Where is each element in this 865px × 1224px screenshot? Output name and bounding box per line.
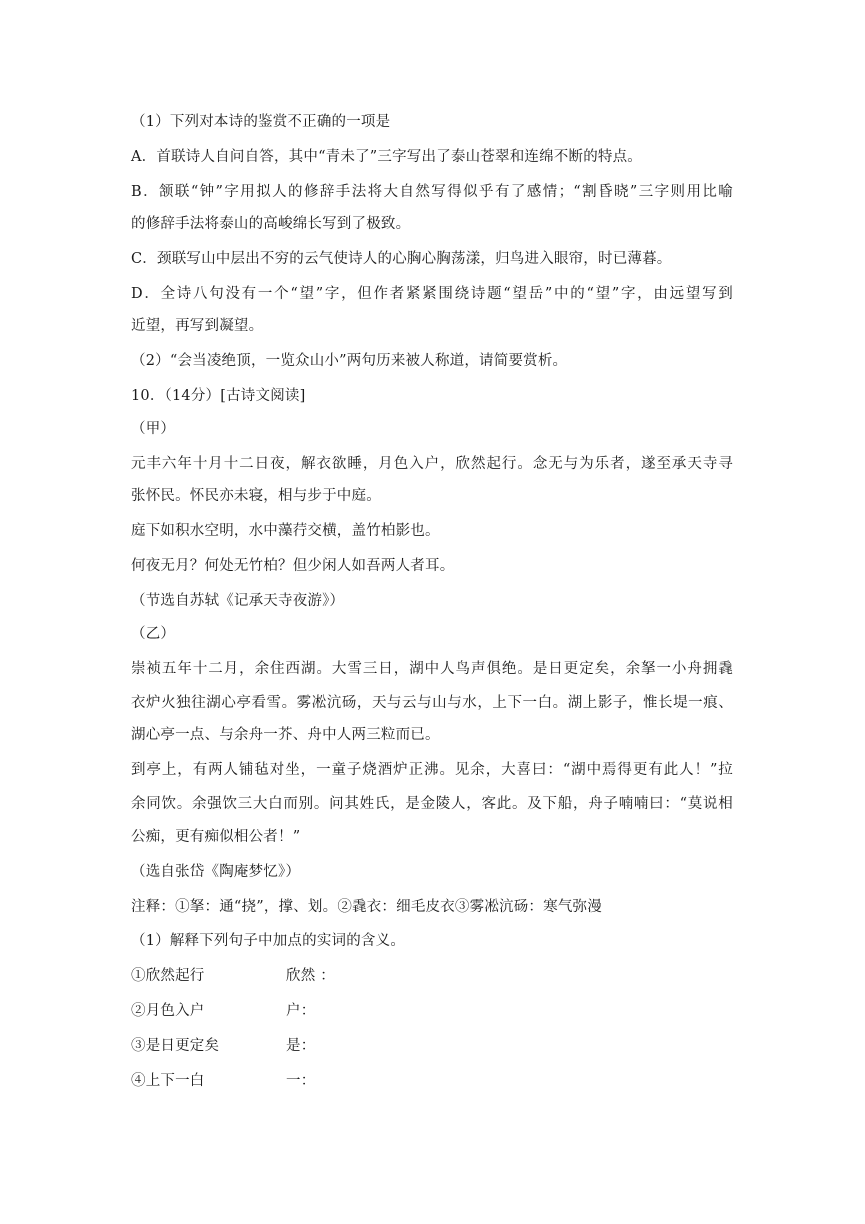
q9-option-b-line2: 的修辞手法将泰山的高峻绵长写到了极致。 [131, 216, 411, 232]
yi-paragraph2-line3: 公痴，更有痴似相公者！” [131, 829, 301, 845]
yi-paragraph1-line2: 衣炉火独往湖心亭看雪。雾凇沆砀，天与云与山与水，上下一白。湖上影子，惟长堤一痕、 [131, 695, 733, 711]
jia-paragraph2: 庭下如积水空明，水中藻荇交横，盖竹柏影也。 [131, 523, 440, 539]
q10-sub1-prompt: （1）解释下列句子中加点的实词的含义。 [131, 933, 406, 949]
q9-option-d-line1: D．全诗八句没有一个“望”字，但作者紧紧围绕诗题“望岳”中的“望”字，由远望写到 [131, 286, 733, 302]
q9-sub1-prompt: （1）下列对本诗的鉴赏不正确的一项是 [131, 114, 391, 130]
vocab-answer-blank: 户： [286, 1003, 316, 1019]
vocab-phrase: ①欣然起行 [131, 968, 205, 984]
vocab-answer-blank: 是： [286, 1038, 316, 1054]
q9-option-c: C．颈联写山中层出不穷的云气使诗人的心胸心胸荡漾，归鸟进入眼帘，时已薄暮。 [131, 251, 672, 267]
q10-heading: 10．（14分）[古诗文阅读] [131, 388, 306, 404]
yi-label: （乙） [131, 626, 176, 642]
jia-label: （甲） [131, 421, 176, 437]
yi-paragraph2-line1: 到亭上，有两人铺毡对坐，一童子烧酒炉正沸。见余，大喜曰：“湖中焉得更有此人！”拉 [131, 762, 733, 778]
yi-paragraph2-line2: 余同饮。余强饮三大白而别。问其姓氏，是金陵人，客此。及下船，舟子喃喃曰：“莫说相 [131, 796, 733, 812]
q9-option-b-line1: B．颔联“钟”字用拟人的修辞手法将大自然写得似乎有了感情；“割昏晓”三字则用比喻 [131, 184, 733, 200]
vocab-item [131, 1036, 219, 1056]
vocab-phrase: ②月色入户 [131, 1003, 205, 1019]
vocab-phrase: ③是日更定矣 [131, 1038, 220, 1054]
vocab-item [131, 1001, 205, 1021]
jia-paragraph3: 何夜无月？何处无竹柏？但少闲人如吾两人者耳。 [131, 558, 455, 574]
yi-paragraph1-line3: 湖心亭一点、与余舟一芥、舟中人两三粒而已。 [131, 727, 440, 743]
jia-paragraph1-line1: 元丰六年十月十二日夜，解衣欲睡，月色入户，欣然起行。念无与为乐者，遂至承天寺寻 [131, 456, 733, 472]
yi-paragraph1-line1: 崇祯五年十二月，余住西湖。大雪三日，湖中人鸟声俱绝。是日更定矣，余拏一小舟拥毳 [131, 661, 733, 677]
yi-source: （选自张岱《陶庵梦忆》） [131, 864, 301, 880]
vocab-answer-blank: 欣然 ： [286, 968, 335, 984]
jia-source: （节选自苏轼《记承天寺夜游》） [131, 593, 345, 609]
vocab-item [131, 1071, 205, 1091]
jia-paragraph1-line2: 张怀民。怀民亦未寝，相与步于中庭。 [131, 488, 381, 504]
q9-option-d-line2: 近望，再写到凝望。 [131, 318, 264, 334]
vocab-phrase: ④上下一白 [131, 1073, 205, 1089]
vocab-item [131, 966, 205, 986]
vocab-answer-blank: 一： [286, 1073, 316, 1089]
q9-option-a: A．首联诗人自问自答，其中“青未了”三字写出了泰山苍翠和连绵不断的特点。 [131, 149, 642, 165]
q9-sub2-prompt: （2）“会当凌绝顶，一览众山小”两句历来被人称道，请简要赏析。 [131, 353, 568, 369]
annotation-notes: 注释：①拏：通“挠”，撑、划。②毳衣：细毛皮衣③雾凇沆砀：寒气弥漫 [131, 899, 602, 915]
